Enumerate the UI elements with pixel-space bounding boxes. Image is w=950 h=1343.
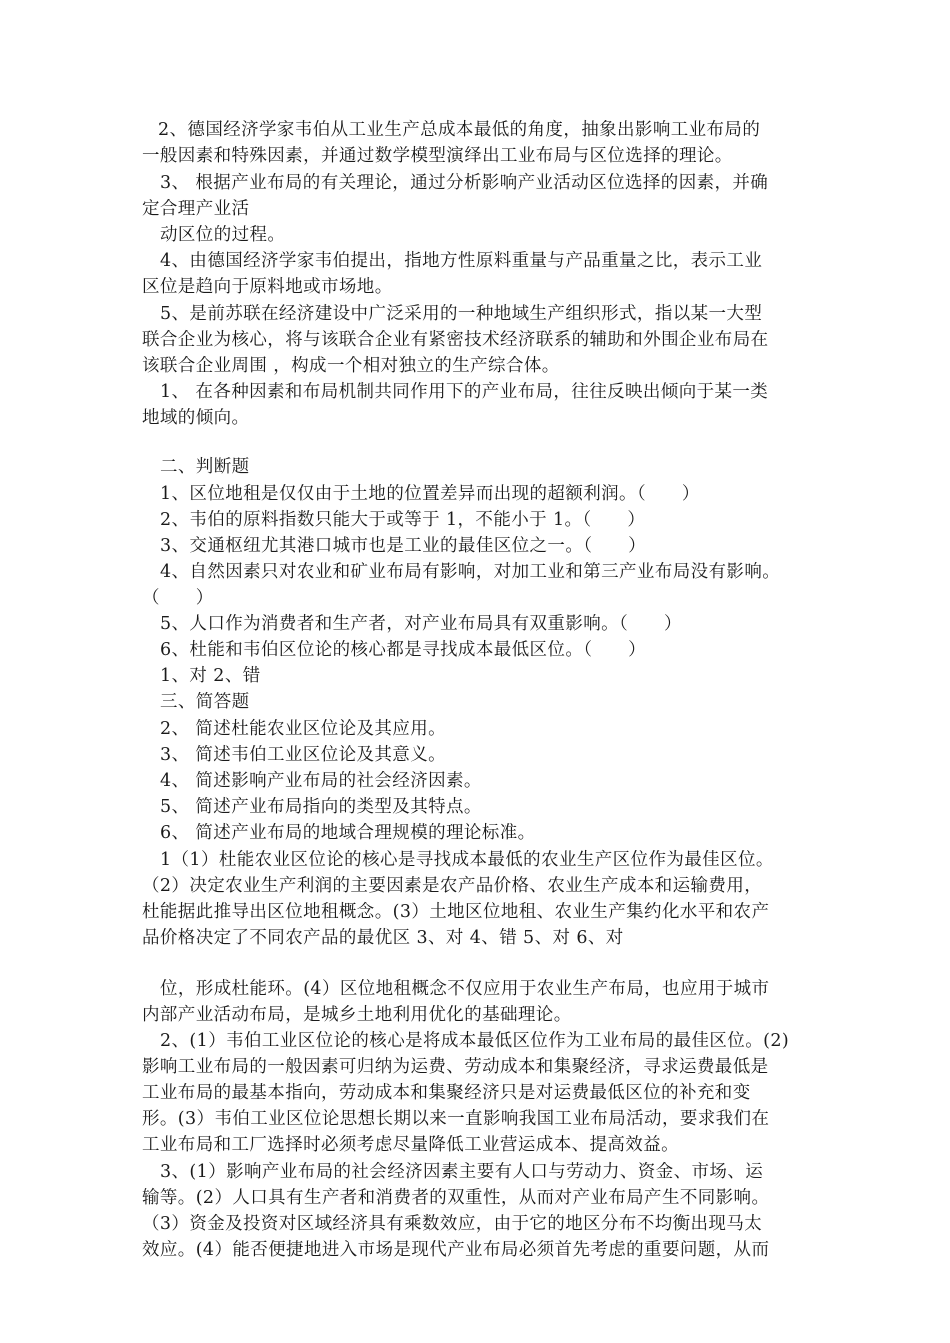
section-heading: 二、判断题 [160,457,250,477]
text-line: 联合企业为核心，将与该联合企业有紧密技术经济联系的辅助和外围企业布局在 [142,330,769,350]
text-line: 工业布局和工厂选择时必须考虑尽量降低工业营运成本、提高效益。 [142,1135,679,1155]
text-line: （3）资金及投资对区域经济具有乘数效应，由于它的地区分布不均衡出现马太 [142,1214,763,1234]
text-line: 内部产业活动布局，是城乡土地利用优化的基础理论。 [142,1005,572,1025]
section-heading: 三、简答题 [160,692,250,712]
question-line: 6、杜能和韦伯区位论的核心都是寻找成本最低区位。（ ） [160,640,647,660]
question-line: 6、 简述产业布局的地域合理规模的理论标准。 [160,823,536,843]
text-line: 输等。(2）人口具有生产者和消费者的双重性，从而对产业布局产生不同影响。 [142,1188,770,1208]
question-line: 2、 简述杜能农业区位论及其应用。 [160,719,446,739]
text-line: 2、(1）韦伯工业区位论的核心是将成本最低区位作为工业布局的最佳区位。(2) [160,1031,790,1051]
question-line: 4、 简述影响产业布局的社会经济因素。 [160,771,482,791]
text-line: 定合理产业活 [142,199,250,219]
text-line: 动区位的过程。 [160,225,286,245]
text-line: 5、是前苏联在经济建设中广泛采用的一种地域生产组织形式，指以某一大型 [160,304,763,324]
text-line: 该联合企业周围 ，构成一个相对独立的生产综合体。 [142,356,560,376]
question-line: 2、韦伯的原料指数只能大于或等于 1，不能小于 1。（ ） [160,510,646,530]
text-line: 品价格决定了不同农产品的最优区 3、对 4、错 5、对 6、对 [142,928,624,948]
text-line: 地域的倾向。 [142,408,250,428]
text-line: 1、 在各种因素和布局机制共同作用下的产业布局，往往反映出倾向于某一类 [160,382,769,402]
text-line: 工业布局的最基本指向，劳动成本和集聚经济只是对运费最低区位的补充和变 [142,1083,751,1103]
question-line: 3、交通枢纽尤其港口城市也是工业的最佳区位之一。（ ） [160,536,647,556]
question-line: 4、自然因素只对农业和矿业布局有影响，对加工业和第三产业布局没有影响。 [160,562,781,582]
text-line: 3、(1）影响产业布局的社会经济因素主要有人口与劳动力、资金、市场、运 [160,1162,764,1182]
answer-line: 1、对 2、错 [160,666,261,686]
question-line: （ ） [142,588,214,608]
text-line: 杜能据此推导出区位地租概念。(3）土地区位地租、农业生产集约化水平和农产 [142,902,770,922]
question-line: 3、 简述韦伯工业区位论及其意义。 [160,745,446,765]
text-line: 影响工业布局的一般因素可归纳为运费、劳动成本和集聚经济，寻求运费最低是 [142,1057,769,1077]
text-line: （2）决定农业生产利润的主要因素是农产品价格、农业生产成本和运输费用， [142,876,763,896]
question-line: 5、人口作为消费者和生产者，对产业布局具有双重影响。（ ） [160,614,682,634]
text-line: 区位是趋向于原料地或市场地。 [142,277,393,297]
text-line: 形。(3）韦伯工业区位论思想长期以来一直影响我国工业布局活动，要求我们在 [142,1109,770,1129]
question-line: 5、 简述产业布局指向的类型及其特点。 [160,797,482,817]
question-line: 1、区位地租是仅仅由于土地的位置差异而出现的超额利润。（ ） [160,484,700,504]
text-line: 1（1）杜能农业区位论的核心是寻找成本最低的农业生产区位作为最佳区位。 [160,850,774,870]
text-line: 效应。(4）能否便捷地进入市场是现代产业布局必须首先考虑的重要问题，从而 [142,1240,770,1260]
text-line: 位，形成杜能环。(4）区位地租概念不仅应用于农业生产布局，也应用于城市 [160,979,770,999]
text-line: 一般因素和特殊因素，并通过数学模型演绎出工业布局与区位选择的理论。 [142,146,733,166]
text-line: 2、德国经济学家韦伯从工业生产总成本最低的角度，抽象出影响工业布局的 [158,120,761,140]
text-line: 4、由德国经济学家韦伯提出，指地方性原料重量与产品重量之比，表示工业 [160,251,763,271]
text-line: 3、 根据产业布局的有关理论，通过分析影响产业活动区位选择的因素，并确 [160,173,769,193]
